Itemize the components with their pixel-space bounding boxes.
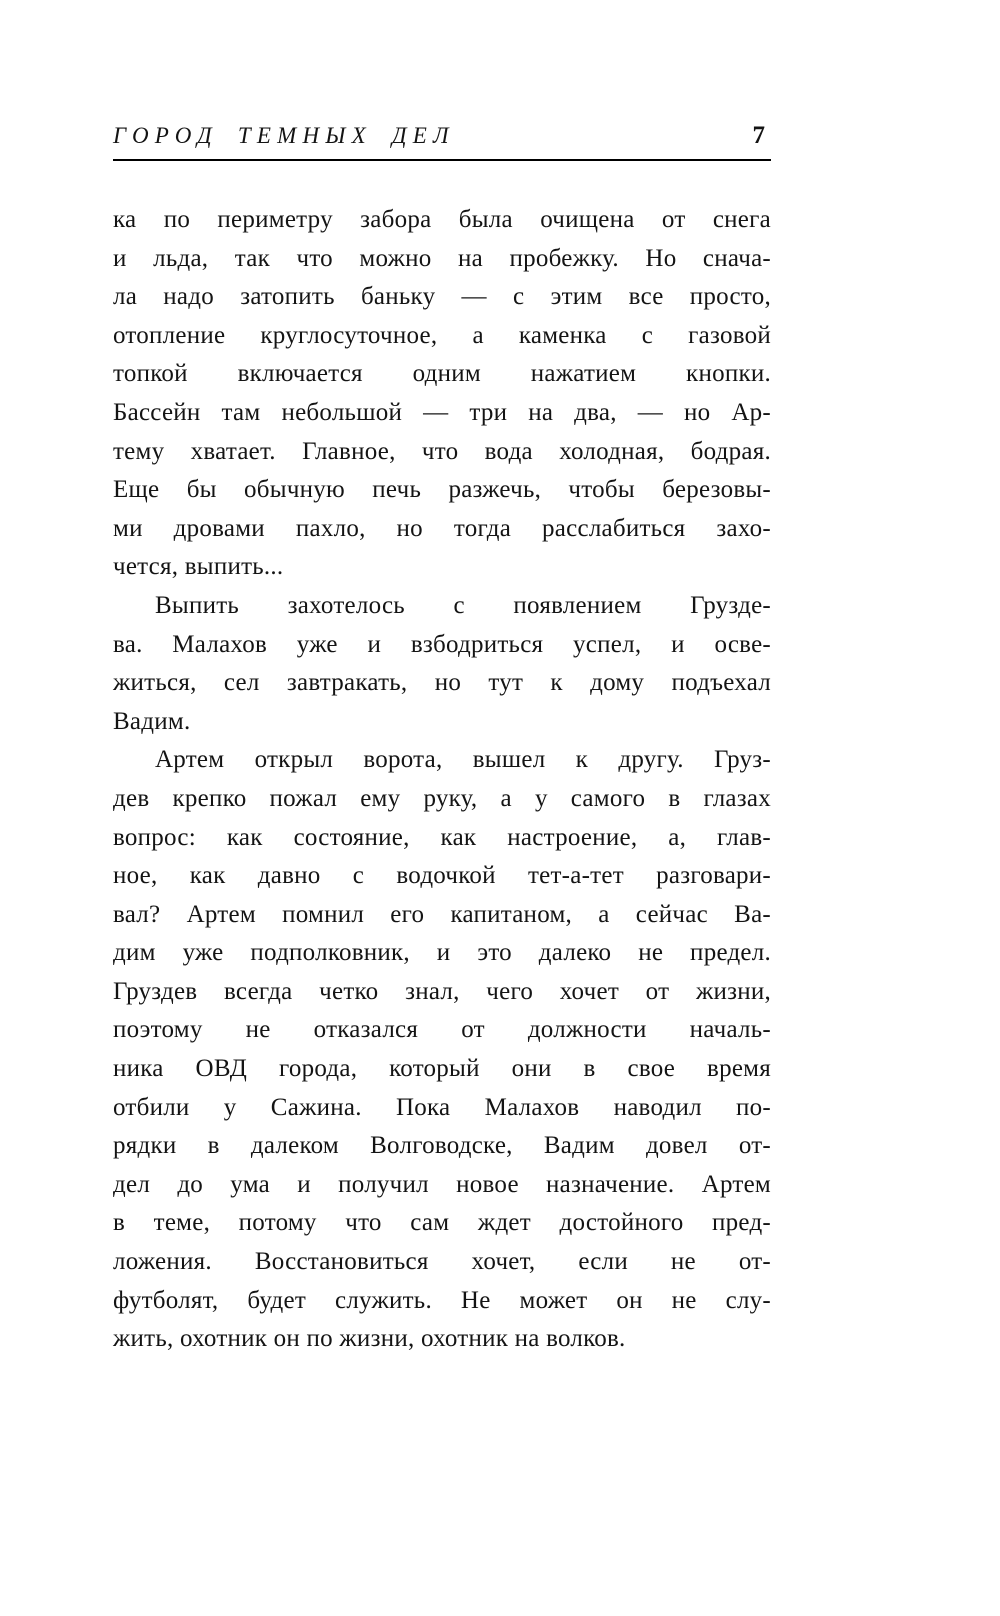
running-title: ГОРОД ТЕМНЫХ ДЕЛ <box>113 123 455 148</box>
text-line: Бассейн там небольшой — три на два, — но Ар- <box>113 398 771 426</box>
text-line: житься, сел завтракать, но тут к дому подъехал <box>113 669 771 697</box>
text-line: рядки в далеком Волговодске, Вадим довел от- <box>113 1132 771 1160</box>
text-line: чется, выпить... <box>113 553 284 581</box>
text-line: ми дровами пахло, но тогда расслабиться захо- <box>113 514 771 542</box>
text-line: Еще бы обычную печь разжечь, чтобы березовы- <box>113 476 771 504</box>
text-line: ника ОВД города, который они в свое время <box>113 1055 771 1083</box>
page-header <box>113 122 771 150</box>
text-line: в теме, потому что сам ждет достойного пред- <box>113 1209 771 1237</box>
text-line: футболят, будет служить. Не может он не слу- <box>113 1286 771 1314</box>
text-line: отопление круглосуточное, а каменка с газовой <box>113 321 771 349</box>
text-line: дев крепко пожал ему руку, а у самого в глазах <box>113 784 771 812</box>
text-line: Выпить захотелось с появлением Грузде- <box>155 591 771 619</box>
paragraph <box>113 741 771 1359</box>
header-rule <box>113 159 771 161</box>
text-line: Вадим. <box>113 707 191 735</box>
text-line: ка по периметру забора была очищена от снега <box>113 206 771 233</box>
text-line: тему хватает. Главное, что вода холодная, бодрая. <box>113 437 771 465</box>
text-line: жить, охотник он по жизни, охотник на волков. <box>113 1325 626 1353</box>
text-line: ное, как давно с водочкой тет-а-тет разговари- <box>113 862 771 890</box>
text-line: Артем открыл ворота, вышел к другу. Груз- <box>155 746 771 774</box>
text-line: ва. Малахов уже и взбодриться успел, и осве- <box>113 630 771 658</box>
text-line: топкой включается одним нажатием кнопки. <box>113 360 771 388</box>
paragraph <box>113 201 771 587</box>
body-text <box>113 201 771 1359</box>
page-number: 7 <box>752 122 765 149</box>
text-line: поэтому не отказался от должности началь- <box>113 1016 771 1044</box>
page-content <box>113 0 771 1359</box>
text-line: вопрос: как состояние, как настроение, а, глав- <box>113 823 771 851</box>
text-line: Груздев всегда четко знал, чего хочет от жизни, <box>113 977 771 1005</box>
text-line: отбили у Сажина. Пока Малахов наводил по- <box>113 1093 771 1121</box>
text-line: вал? Артем помнил его капитаном, а сейчас Ва- <box>113 900 771 928</box>
text-line: дел до ума и получил новое назначение. Артем <box>113 1170 771 1198</box>
text-line: и льда, так что можно на пробежку. Но снача- <box>113 244 771 272</box>
text-line: ложения. Восстановиться хочет, если не от- <box>113 1248 771 1276</box>
text-line: ла надо затопить баньку — с этим все просто, <box>113 283 771 311</box>
paragraph <box>113 587 771 741</box>
text-line: дим уже подполковник, и это далеко не предел. <box>113 939 771 967</box>
